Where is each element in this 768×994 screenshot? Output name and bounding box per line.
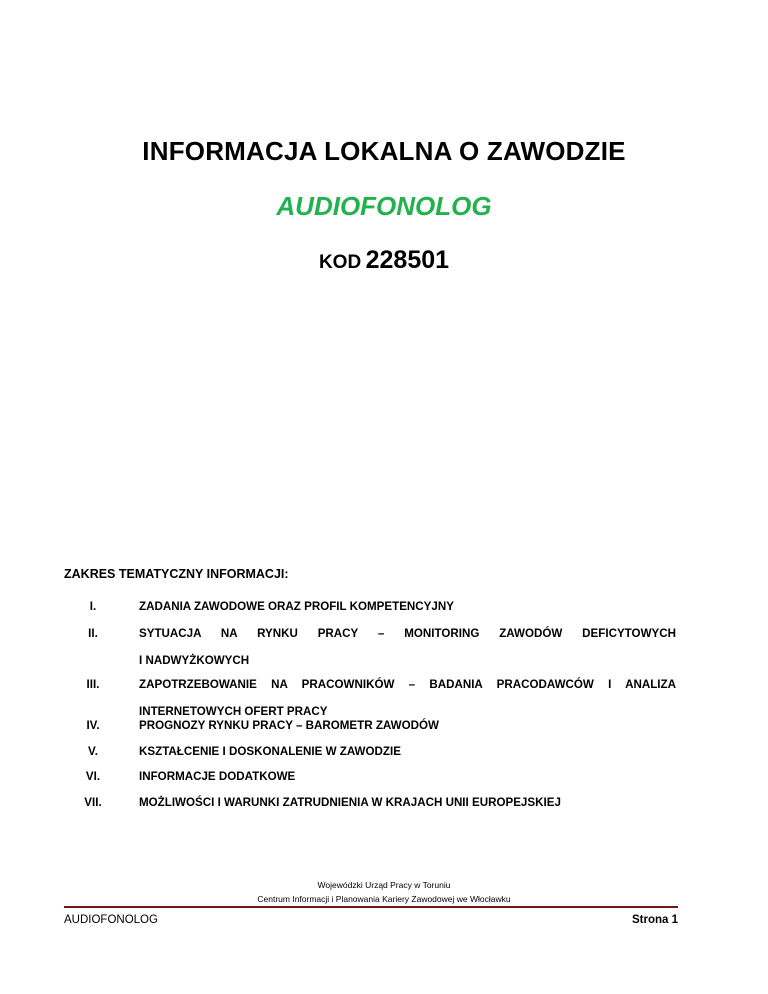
scope-item-text: INFORMACJE DODATKOWE: [139, 770, 296, 783]
document-title: INFORMACJA LOKALNA O ZAWODZIE: [142, 136, 626, 166]
scope-item-text: ZADANIA ZAWODOWE ORAZ PROFIL KOMPETENCYJNY: [139, 600, 454, 613]
footer-organization: [0, 878, 768, 906]
scope-item-text: PROGNOZY RYNKU PRACY – BAROMETR ZAWODÓW: [139, 719, 439, 732]
scope-item-number: IV.: [86, 719, 100, 732]
scope-item-text-line2: INTERNETOWYCH OFERT PRACY: [139, 705, 328, 718]
footer-org-line2: Centrum Informacji i Planowania Kariery Zawodowej we Włocławku: [257, 894, 511, 904]
profession-code: [0, 246, 768, 275]
scope-item-number: V.: [88, 745, 98, 758]
scope-item-number: VII.: [84, 796, 102, 809]
page-number: Strona 1: [631, 914, 678, 926]
footer-profession: AUDIOFONOLOG: [64, 914, 158, 926]
footer-divider: [64, 906, 678, 908]
scope-item-text-line1: SYTUACJA NA RYNKU PRACY – MONITORING ZAWODÓW DEFICYTOWYCH: [139, 627, 676, 640]
code-label: KOD: [318, 252, 362, 273]
scope-heading: ZAKRES TEMATYCZNY INFORMACJI:: [64, 567, 289, 581]
scope-item-text: KSZTAŁCENIE I DOSKONALENIE W ZAWODZIE: [139, 745, 401, 758]
footer-org-line1: Wojewódzki Urząd Pracy w Toruniu: [317, 880, 451, 890]
scope-item-text-line2: I NADWYŻKOWYCH: [139, 654, 250, 667]
scope-item-number: III.: [86, 678, 100, 691]
scope-item-number: I.: [89, 600, 97, 613]
scope-item-number: II.: [88, 627, 98, 640]
code-value: 228501: [365, 246, 450, 274]
scope-item-number: VI.: [85, 770, 101, 783]
scope-item-text-line1: ZAPOTRZEBOWANIE NA PRACOWNIKÓW – BADANIA PRACODAWCÓW I ANALIZA: [139, 678, 676, 691]
scope-item-text: MOŻLIWOŚCI I WARUNKI ZATRUDNIENIA W KRAJACH UNII EUROPEJSKIEJ: [139, 796, 561, 809]
profession-name: AUDIOFONOLOG: [276, 191, 492, 221]
